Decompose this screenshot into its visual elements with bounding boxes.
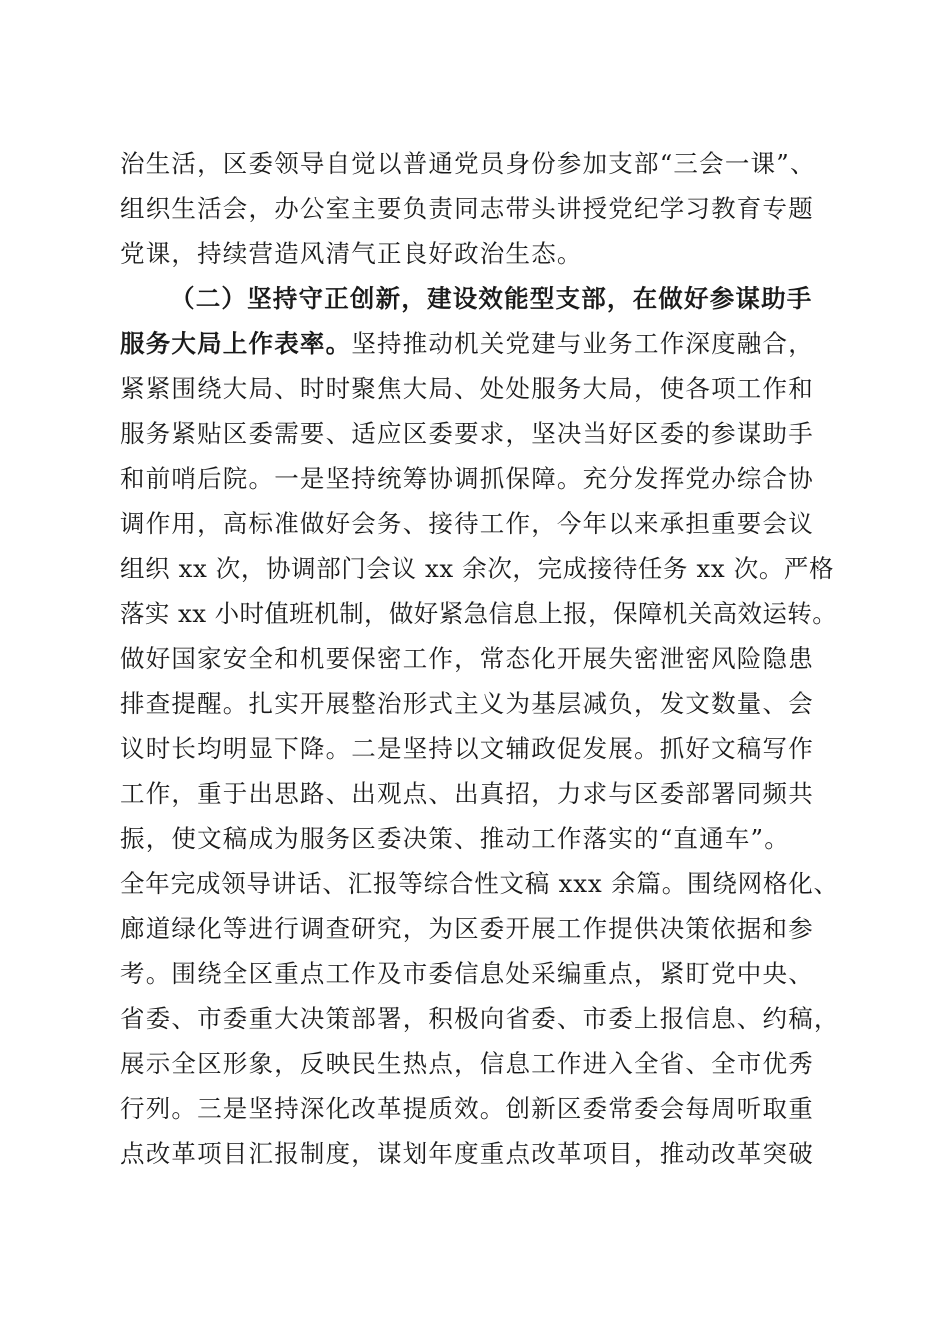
text-line: 省委、市委重大决策部署，积极向省委、市委上报信息、约稿， [120,1004,840,1033]
text-line: 治生活，区委领导自觉以普通党员身份参加支部“三会一课”、 [120,149,816,178]
text-line: 排查提醒。扎实开展整治形式主义为基层减负，发文数量、会 [120,689,814,718]
text-line: 做好国家安全和机要保密工作，常态化开展失密泄密风险隐患 [120,644,814,673]
text-line: 组织 xx 次，协调部门会议 xx 余次，完成接待任务 xx 次。严格 [120,554,835,583]
text-span: 坚持推动机关党建与业务工作深度融合， [351,329,814,358]
text-line: 调作用，高标准做好会务、接待工作，今年以来承担重要会议 [120,509,814,538]
text-line: 点改革项目汇报制度，谋划年度重点改革项目，推动改革突破 [120,1139,814,1168]
text-line: 行列。三是坚持深化改革提质效。创新区委常委会每周听取重 [120,1094,814,1123]
text-line [120,322,814,366]
text-line: 紧紧围绕大局、时时聚焦大局、处处服务大局，使各项工作和 [120,374,814,403]
text-line: 落实 xx 小时值班机制，做好紧急信息上报，保障机关高效运转。 [120,599,838,628]
section-heading-continued: 服务大局上作表率。 [120,329,352,358]
text-line: 和前哨后院。一是坚持统筹协调抓保障。充分发挥党办综合协 [120,464,814,493]
text-line: 工作，重于出思路、出观点、出真招，力求与区委部署同频共 [120,779,814,808]
section-heading: （二）坚持守正创新，建设效能型支部，在做好参谋助手 [170,284,813,313]
text-line: 组织生活会，办公室主要负责同志带头讲授党纪学习教育专题 [120,194,814,223]
text-line: 廊道绿化等进行调查研究，为区委开展工作提供决策依据和参 [120,914,814,943]
text-line: 党课，持续营造风清气正良好政治生态。 [120,239,583,268]
text-line: 考。围绕全区重点工作及市委信息处采编重点，紧盯党中央、 [120,959,814,988]
text-line: 议时长均明显下降。二是坚持以文辅政促发展。抓好文稿写作 [120,734,814,763]
text-line: 展示全区形象，反映民生热点，信息工作进入全省、全市优秀 [120,1049,814,1078]
text-line: 振，使文稿成为服务区委决策、推动工作落实的“直通车”。 [120,824,790,853]
text-line: 服务紧贴区委需要、适应区委要求，坚决当好区委的参谋助手 [120,419,814,448]
text-line: 全年完成领导讲话、汇报等综合性文稿 xxx 余篇。围绕网格化、 [120,869,839,898]
